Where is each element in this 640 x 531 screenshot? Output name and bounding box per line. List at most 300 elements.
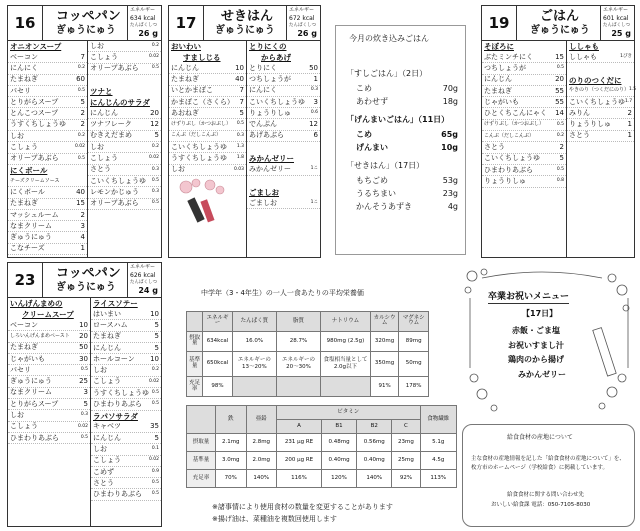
ingredient-amount: 0.9	[151, 468, 159, 474]
ingredient-name: しお	[93, 444, 107, 453]
ingredient-row	[247, 63, 320, 74]
table-corner	[187, 312, 203, 332]
table-cell: 634kcal	[203, 331, 233, 351]
ingredient-row	[88, 153, 161, 164]
ingredient-name: にくボール	[10, 187, 45, 196]
ingredient-name: マッシュルーム	[10, 210, 59, 219]
ingredient-row	[567, 97, 634, 108]
rice-panel	[335, 25, 466, 255]
dish-title: オニオンスープ	[10, 42, 62, 51]
ingredient-name: あげあぶら	[249, 131, 284, 140]
main-dish: せきはん	[221, 9, 274, 24]
ingredient-row	[8, 354, 90, 365]
ingredient-amount: 0.02	[148, 155, 159, 161]
ingredient-amount: 55	[555, 97, 564, 106]
ingredient-amount: 6	[313, 131, 318, 140]
ingredient-amount: 12	[309, 120, 318, 129]
ingredient-name: つちしょうが	[484, 63, 526, 72]
ingredient-row	[91, 309, 161, 320]
energy-box	[127, 6, 161, 41]
note-quantity: ※諸事情により使用食材の数量を変更することがあります	[212, 503, 393, 511]
ingredient-row	[482, 142, 566, 153]
table-cell: エネルギーの 13～20%	[232, 351, 276, 376]
table-cell: 92%	[392, 470, 420, 488]
ingredient-amount: 0.5	[80, 367, 88, 373]
row-header: 摂取量	[187, 331, 203, 351]
rice-ingredient-row	[346, 95, 462, 108]
ingredient-amount: 0.3	[151, 189, 159, 195]
column-header: 食物繊維	[420, 406, 456, 434]
table-cell: 16.0%	[232, 331, 276, 351]
table-cell: 50mg	[399, 351, 429, 376]
table-cell: 0.48mg	[321, 434, 356, 452]
rice-title: 今月の炊き込みごはん	[349, 34, 429, 43]
table-cell: 70%	[216, 470, 247, 488]
ingredient-row	[8, 131, 87, 142]
ingredient-name: さとう	[90, 165, 111, 174]
ingredient-amount: 5	[80, 97, 85, 106]
ingredient-name: しお	[10, 411, 24, 420]
ingredient-name: たまねぎ	[93, 332, 121, 341]
ingredient-row	[482, 176, 566, 187]
ingredient-name: にんじん	[93, 433, 121, 442]
ingredient-name: さとう	[484, 143, 505, 152]
rice-ingredient-amount: 10g	[441, 142, 458, 152]
ingredient-amount: 1.7	[625, 98, 633, 104]
ingredient-name: こしょう	[10, 422, 38, 431]
ingredient-amount: 5	[559, 154, 564, 163]
ingredient-row	[8, 199, 87, 210]
energy-value: 601 kcal	[603, 15, 629, 22]
ingredient-amount: 5	[154, 433, 159, 442]
celebration-title: 卒業お祝いメニュー	[488, 292, 570, 302]
protein-value: 25 g	[611, 29, 631, 38]
ingredient-row	[8, 108, 87, 119]
nutrition-table-vitamins	[186, 405, 457, 488]
ingredient-name: レモンかじゅう	[90, 187, 139, 196]
ingredient-amount: 5	[239, 108, 244, 117]
ingredient-row	[8, 343, 90, 354]
ingredient-row	[8, 176, 87, 187]
ingredient-row	[169, 86, 246, 97]
ingredient-amount: 0.3	[151, 166, 159, 172]
ingredient-row	[169, 63, 246, 74]
ingredient-name: しお	[93, 366, 107, 375]
ingredient-amount: 50	[309, 63, 318, 72]
rice-ingredient-name: かんそうあずき	[356, 201, 412, 211]
ingredient-amount: 40	[235, 74, 244, 83]
ingredient-amount: 0.02	[77, 423, 88, 429]
ingredient-amount: 3	[313, 97, 318, 106]
ingredient-row	[88, 187, 161, 198]
ingredient-amount: 1	[627, 131, 632, 140]
milk-label: ぎゅうにゅう	[215, 25, 275, 36]
ingredient-amount: 0.5	[556, 121, 564, 127]
ingredient-amount: 0.5	[236, 121, 244, 127]
dish-title: からあげ	[261, 53, 291, 62]
day-number: 16	[8, 6, 43, 41]
ingredient-name: じゃがいも	[484, 97, 519, 106]
protein-value: 26 g	[297, 29, 317, 38]
ingredient-amount: 15	[76, 199, 85, 208]
ingredient-name: ロースハム	[93, 320, 128, 329]
dish-title: にんじんのサラダ	[90, 98, 150, 108]
table-cell: 231 μg RE	[277, 434, 322, 452]
row-header: 充足率	[187, 377, 203, 397]
table-cell: 食塩相当量として 2.0g以下	[321, 351, 371, 376]
ingredient-name: こいくちしょうゆ	[249, 97, 305, 106]
milk-label: ぎゅうにゅう	[56, 282, 116, 293]
ingredient-name: つちしょうが	[249, 74, 291, 83]
ingredient-row	[169, 153, 246, 164]
ingredient-row	[8, 422, 90, 433]
ingredient-amount: 0.5	[556, 65, 564, 71]
ingredient-row	[8, 63, 87, 74]
ingredient-row	[247, 131, 320, 142]
ingredient-name: にんじん	[93, 343, 121, 352]
ingredient-name: けずりぶし（かつおぶし）	[171, 121, 232, 128]
ingredient-amount: 0.02	[74, 144, 85, 150]
ingredient-amount: 1ぴき	[620, 53, 632, 59]
ingredient-name: たまねぎ	[484, 86, 512, 95]
ingredient-amount: 5	[154, 343, 159, 352]
ingredient-name: さとう	[93, 478, 114, 487]
ingredient-name: こしょう	[90, 154, 118, 163]
ingredient-name: ししゃも	[569, 52, 597, 61]
dish-title: ツナと	[90, 87, 113, 97]
rice-ingredient-name: こめ	[356, 83, 372, 93]
ingredient-amount: 10	[150, 354, 159, 363]
row-header: 摂取量	[187, 434, 216, 452]
ingredient-row	[482, 63, 566, 74]
dish-title: クリームスープ	[22, 310, 74, 319]
dish-title: ししゃも	[569, 42, 599, 51]
table-cell: 2.0mg	[246, 452, 277, 470]
ingredient-name: とりがらスープ	[10, 97, 59, 106]
column-header: カルシウム	[370, 312, 398, 332]
ingredient-row	[482, 108, 566, 119]
ingredient-row	[91, 478, 161, 489]
ingredient-row	[8, 331, 90, 342]
ingredient-amount: 0.2	[77, 132, 85, 138]
rice-ingredient-name: げんまい	[356, 142, 388, 152]
ingredient-name: しお	[171, 165, 185, 174]
menu-card-day17	[168, 5, 321, 258]
ingredient-amount: 5	[83, 399, 88, 408]
table-cell: 3.0mg	[216, 452, 247, 470]
ingredient-name: ひまわりあぶら	[10, 433, 59, 442]
ingredient-name: むきえだまめ	[90, 131, 132, 140]
ingredient-name: オリーブあぶら	[10, 154, 59, 163]
ingredient-row	[91, 422, 161, 433]
ingredient-column-right	[87, 41, 161, 257]
ingredient-name: りょうりしゅ	[484, 176, 526, 185]
ingredient-amount: 0.2	[151, 42, 159, 48]
energy-label: エネルギー	[289, 7, 315, 13]
table-cell: 98%	[203, 377, 233, 397]
ingredient-name: とりにく	[249, 63, 277, 72]
ingredient-row	[482, 97, 566, 108]
protein-label: たんぱくしつ	[130, 280, 157, 285]
column-header: 亜鉛	[246, 406, 277, 434]
ingredient-name: いとかまぼこ	[171, 86, 213, 95]
dish-title: おいわい	[171, 42, 201, 51]
rice-ingredient-name: あわせず	[356, 96, 388, 106]
ingredient-name: しお	[90, 142, 104, 151]
ingredient-name: うすくちしょうゆ	[93, 388, 149, 397]
ingredient-row	[8, 210, 87, 221]
vitamin-header: A	[277, 420, 322, 434]
ingredient-row	[8, 97, 87, 108]
ingredient-row	[8, 244, 87, 255]
table-cell: 2.8mg	[246, 434, 277, 452]
table-cell: 650kcal	[203, 351, 233, 376]
ingredient-amount: 1	[80, 244, 85, 253]
ingredient-amount: 0.02	[148, 457, 159, 463]
ingredient-name: じゃがいも	[10, 354, 45, 363]
ingredient-amount: 35	[150, 422, 159, 431]
card-header	[169, 6, 320, 41]
ingredient-amount: 2	[627, 108, 632, 117]
celebration-item: 鶏肉のから揚げ	[508, 355, 564, 364]
protein-label: たんぱくしつ	[603, 23, 630, 28]
ingredient-name: こんぶ（だしこんぶ）	[171, 132, 222, 139]
ingredient-name: パセリ	[10, 86, 31, 95]
ingredient-row	[8, 365, 90, 376]
rice-ingredient-name: こめ	[356, 129, 372, 139]
ingredient-row	[482, 86, 566, 97]
rice-ingredient-name: もちごめ	[356, 175, 388, 185]
ingredient-name: チーズクリームソース	[10, 177, 60, 184]
ingredient-row	[8, 410, 90, 421]
rice-ingredient-row	[346, 200, 462, 213]
ingredient-name: にんじん	[484, 75, 512, 84]
ingredient-name: りょうりしゅ	[249, 108, 291, 117]
energy-box	[600, 6, 634, 41]
ingredient-name: でんぷん	[249, 120, 277, 129]
table-cell: 2.1mg	[216, 434, 247, 452]
ingredient-amount: 14	[555, 109, 564, 118]
ingredient-name: こいくちしょうゆ	[90, 176, 146, 185]
ingredient-name: ツナフレーク	[90, 120, 132, 129]
ingredient-row	[567, 52, 634, 63]
ingredient-row	[247, 86, 320, 97]
ingredient-row	[567, 119, 634, 130]
ingredient-name: みりん	[569, 108, 590, 117]
ingredient-amount: 55	[555, 86, 564, 95]
ingredient-name: こしょう	[10, 143, 38, 152]
ingredient-amount: 0.5	[151, 480, 159, 486]
ingredient-name: やきのり（つくだにのり）	[569, 87, 630, 94]
ingredient-name: こいくちしょうゆ	[569, 97, 625, 106]
ingredient-row	[88, 142, 161, 153]
rice-ingredient-amount: 18g	[442, 96, 458, 106]
ingredient-row	[8, 320, 90, 331]
ingredient-row	[8, 433, 90, 444]
table-cell: 178%	[399, 377, 429, 397]
ingredient-row	[247, 164, 320, 175]
ingredient-amount: 0.8	[556, 178, 564, 184]
ingredient-amount: 0.5	[77, 155, 85, 161]
day-number: 17	[169, 6, 204, 41]
dish-title: ごましお	[249, 187, 279, 197]
ingredient-amount: 20	[555, 75, 564, 84]
ingredient-name: たまねぎ	[10, 343, 38, 352]
ingredient-row	[482, 75, 566, 86]
ingredient-row	[8, 154, 87, 165]
ingredient-row	[8, 187, 87, 198]
table-cell: 0.56mg	[357, 434, 392, 452]
ingredient-amount: 0.3	[236, 132, 244, 138]
ingredient-name: うすくちしょうゆ	[10, 120, 66, 129]
ingredient-amount: 0.02	[148, 378, 159, 384]
origin-body: 主な食材の産地情報を記した「給食食材の産地について」を、枚方市のホームページ（学校給食）に掲載しています。	[471, 456, 625, 471]
ingredient-name: たまねぎ	[10, 199, 38, 208]
ingredient-row	[88, 41, 161, 52]
ingredient-name: たまねぎ	[10, 75, 38, 84]
ingredient-name: にんにく	[10, 63, 38, 72]
ingredient-column-right	[566, 41, 637, 257]
ingredient-amount: 1こ	[310, 199, 318, 205]
ingredient-amount: 0.5	[151, 65, 159, 71]
table-corner	[187, 406, 216, 434]
ingredient-amount: 0.2	[77, 65, 85, 71]
vitamin-header: B2	[357, 420, 392, 434]
table-cell: 350mg	[370, 351, 398, 376]
ingredient-row	[567, 131, 634, 142]
menu-card-day16	[7, 5, 162, 258]
energy-label: エネルギー	[130, 7, 156, 13]
ingredient-name: はいまい	[93, 309, 121, 318]
ingredient-row	[91, 489, 161, 500]
energy-value: 634 kcal	[130, 15, 156, 22]
dish-title: いんげんまめの	[10, 299, 63, 308]
ingredient-name: ひまわりあぶら	[93, 490, 142, 499]
table-cell	[276, 377, 320, 397]
ingredient-row	[8, 399, 90, 410]
ingredient-column-left	[8, 41, 87, 257]
ingredient-amount: 1.8	[236, 155, 244, 161]
rice-ingredient-name: うるちまい	[356, 188, 396, 198]
row-header: 基準量	[187, 351, 203, 376]
origin-contact: おいしい給食課 電話：050-7105-8030	[491, 502, 591, 508]
ingredient-name: にんにく	[249, 86, 277, 95]
column-header: ナトリウム	[321, 312, 371, 332]
ingredient-row	[482, 52, 566, 63]
dish-title: ラパソサラダ	[93, 411, 138, 421]
ingredient-name: あおねぎ	[171, 108, 199, 117]
ingredient-name: にんじん	[90, 108, 118, 117]
energy-value: 672 kcal	[289, 15, 315, 22]
ingredient-name: ひまわりあぶら	[484, 165, 533, 174]
ingredient-name: キャベツ	[93, 422, 121, 431]
ingredient-amount: 3	[80, 221, 85, 230]
ingredient-row	[247, 119, 320, 130]
rice-group-title: 「すしごはん」（2日）	[346, 69, 428, 78]
ingredient-amount: 0.5	[151, 200, 159, 206]
ingredient-name: ぎゅうにゅう	[10, 377, 52, 386]
ingredient-name: なまクリーム	[10, 388, 52, 397]
ingredient-row	[91, 444, 161, 455]
ingredient-row	[482, 165, 566, 176]
column-header: エネルギー	[203, 312, 233, 332]
vitamin-header: B1	[321, 420, 356, 434]
ingredient-amount: 0.5	[77, 87, 85, 93]
table-cell	[321, 377, 371, 397]
rice-ingredient-amount: 65g	[441, 129, 458, 139]
main-dish: コッペパン	[56, 9, 121, 24]
ingredient-row	[88, 176, 161, 187]
milk-label: ぎゅうにゅう	[56, 25, 116, 36]
ingredient-name: ひまわりあぶら	[93, 400, 142, 409]
ingredient-amount: 0.1	[151, 446, 159, 452]
ingredient-name: かまぼこ（さくら）	[171, 97, 234, 106]
ingredient-name: りょうりしゅ	[569, 120, 611, 129]
row-header: 基準量	[187, 452, 216, 470]
ingredient-amount: 4	[80, 233, 85, 242]
column-header: 脂質	[276, 312, 320, 332]
energy-value: 626 kcal	[130, 272, 156, 279]
ingredient-name: しろいんげんまめペースト	[10, 332, 70, 339]
origin-contact-label: 給食食材に関する問い合わせ先	[507, 492, 585, 498]
table-cell: 120%	[321, 470, 356, 488]
ingredient-amount: 0.5	[80, 434, 88, 440]
ingredient-name: パセリ	[10, 365, 31, 374]
day-number: 19	[482, 6, 517, 41]
nutrition-title: 中学年（3・4年生）の一人一食あたりの平均栄養価	[201, 289, 364, 297]
ingredient-row	[88, 52, 161, 63]
ingredient-row	[8, 52, 87, 63]
table-cell: 91%	[370, 377, 398, 397]
ingredient-amount: 5	[154, 320, 159, 329]
ingredient-row	[91, 399, 161, 410]
rice-group-title: 「げんまいごはん」（11日）	[346, 115, 450, 124]
ingredient-row	[8, 75, 87, 86]
ingredient-name: オリーブあぶら	[90, 199, 139, 208]
ingredient-row	[482, 120, 566, 131]
ingredient-row	[91, 433, 161, 444]
ingredient-row	[8, 232, 87, 243]
ingredient-row	[247, 97, 320, 108]
energy-box	[127, 263, 161, 298]
ingredient-row	[169, 165, 246, 176]
ingredient-name: しお	[10, 131, 24, 140]
rice-ingredient-amount: 4g	[447, 201, 458, 211]
table-cell: 25mg	[392, 452, 420, 470]
protein-label: たんぱくしつ	[130, 23, 157, 28]
ingredient-name: しお	[90, 41, 104, 50]
ingredient-name: うすくちしょうゆ	[171, 154, 227, 163]
energy-label: エネルギー	[603, 7, 629, 13]
ingredient-name: ホールコーン	[93, 354, 135, 363]
rice-ingredient-amount: 23g	[442, 188, 458, 198]
ingredient-row	[567, 108, 634, 119]
ingredient-row	[91, 388, 161, 399]
ingredient-row	[91, 332, 161, 343]
table-cell: 140%	[246, 470, 277, 488]
ingredient-amount: 0.02	[148, 54, 159, 60]
sekihan-blossom-illustration	[174, 178, 236, 226]
ingredient-column-left	[482, 41, 566, 257]
milk-label: ぎゅうにゅう	[530, 25, 590, 36]
ingredient-row	[8, 86, 87, 97]
table-cell: 4.5g	[420, 452, 456, 470]
ingredient-amount: 0.2	[151, 143, 159, 149]
protein-value: 24 g	[138, 286, 158, 295]
ingredient-amount: 60	[76, 75, 85, 84]
table-cell: 89mg	[399, 331, 429, 351]
table-cell: 5.1g	[420, 434, 456, 452]
